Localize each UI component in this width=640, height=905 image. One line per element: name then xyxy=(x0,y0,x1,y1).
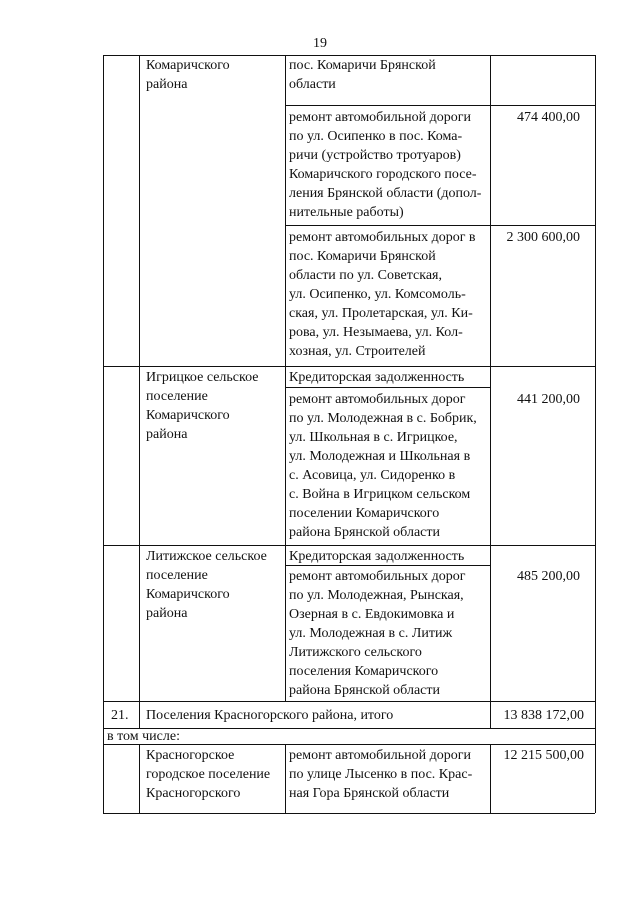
total-amount: 13 838 172,00 xyxy=(503,708,584,723)
amount-value: 485 200,00 xyxy=(517,569,580,584)
including-label: в том числе: xyxy=(107,729,180,744)
row-number: 21. xyxy=(111,708,129,723)
settlement-name: Литижское сельское поселение Комаричского района xyxy=(146,549,267,621)
work-description: пос. Комаричи Брянской области xyxy=(289,58,436,92)
settlement-name: Игрицкое сельское поселение Комаричского района xyxy=(146,370,259,442)
row-divider xyxy=(103,701,595,702)
work-description: ремонт автомобильной дороги по ул. Осипенко в пос. Кома- ричи (устройство тротуаров) Комаричского городского посе- ления Брянской области (допол- нительные работы) xyxy=(289,110,482,220)
column-divider xyxy=(139,701,140,728)
work-description: ремонт автомобильных дорог по ул. Молодежная, Рынская, Озерная в с. Евдокимовка и ул. Молодежная в с. Литиж Литижского сельского поселения Комаричского района Брянской области xyxy=(289,569,466,698)
row-divider xyxy=(285,225,595,226)
column-divider xyxy=(285,55,286,701)
page-number: 19 xyxy=(313,36,327,51)
row-divider xyxy=(103,366,595,367)
work-description: ремонт автомобильных дорог по ул. Молодежная в с. Бобрик, ул. Школьная в с. Игрицкое, ул. Молодежная и Школьная в с. Асовица, ул. Сидоренко в с. Война в Игрицком сельском поселении Комаричского района Брянской области xyxy=(289,392,477,540)
amount-value: 474 400,00 xyxy=(517,110,580,125)
column-divider xyxy=(490,55,491,728)
work-description: ремонт автомобильных дорог в пос. Комаричи Брянской области по ул. Советская, ул. Осипенко, ул. Комсомоль- ская, ул. Пролетарская, ул. Ки- рова, ул. Незымаева, ул. Кол- хозная, ул. Строителей xyxy=(289,230,476,359)
row-divider xyxy=(103,545,595,546)
amount-value: 441 200,00 xyxy=(517,392,580,407)
column-divider xyxy=(285,744,286,813)
settlement-name: Красногорское городское поселение Красногорского xyxy=(146,748,271,801)
row-divider xyxy=(285,105,595,106)
work-description: ремонт автомобильной дороги по улице Лысенко в пос. Крас- ная Гора Брянской области xyxy=(289,748,473,801)
row-divider xyxy=(285,387,490,388)
amount-value: 12 215 500,00 xyxy=(503,748,584,763)
work-description: Кредиторская задолженность xyxy=(289,370,465,385)
column-divider xyxy=(490,744,491,813)
settlement-name: Комаричского района xyxy=(146,58,230,92)
column-divider xyxy=(139,55,140,701)
table-left-border xyxy=(103,55,104,813)
table-bottom-border xyxy=(103,813,595,814)
column-divider xyxy=(139,744,140,813)
amount-value: 2 300 600,00 xyxy=(506,230,580,245)
table-right-border xyxy=(595,55,596,813)
work-description: Кредиторская задолженность xyxy=(289,549,465,564)
total-label: Поселения Красногорского района, итого xyxy=(146,708,394,723)
